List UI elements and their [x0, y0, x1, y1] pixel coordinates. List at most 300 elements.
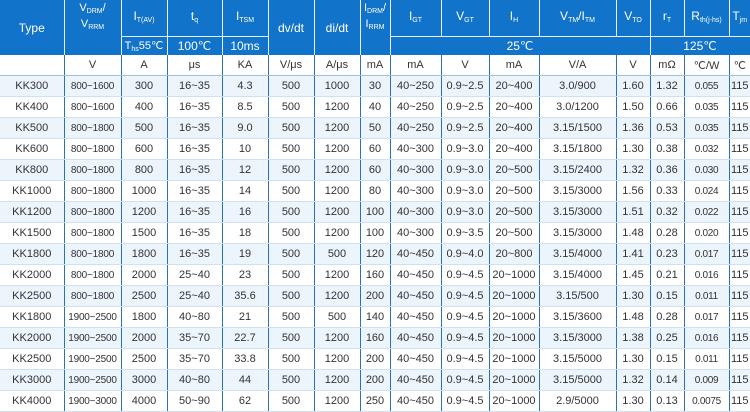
conditions-row — [0, 37, 750, 56]
table-cell: 1200 — [121, 202, 167, 223]
table-cell: 0.9~4.5 — [441, 307, 489, 328]
table-cell: 3.15/2400 — [539, 160, 616, 181]
table-cell: 1.48 — [616, 223, 650, 244]
table-row — [0, 370, 750, 391]
header-idrm-irrm: $I_{DRM}/$ $I_{RRM}$ — [360, 0, 390, 37]
table-cell: 3.15/5000 — [539, 349, 616, 370]
table-cell: 3.15/4000 — [539, 265, 616, 286]
table-cell: 115 — [729, 370, 750, 391]
table-cell: 0.9~4.5 — [441, 265, 489, 286]
table-cell: 1.41 — [616, 244, 650, 265]
table-cell: 3.15/500 — [539, 286, 616, 307]
cond-tq: 100℃ — [167, 37, 222, 56]
table-cell: 1.30 — [616, 139, 650, 160]
table-cell: 40~250 — [390, 97, 441, 118]
table-cell: 115 — [729, 181, 750, 202]
table-cell: 0.011 — [684, 286, 729, 307]
header-it — [121, 0, 167, 37]
table-cell: 0.66 — [650, 97, 684, 118]
table-cell: 20~1000 — [489, 307, 539, 328]
header-itsm — [222, 0, 268, 37]
table-cell: 115 — [729, 391, 750, 412]
table-cell: 800~1800 — [64, 286, 121, 307]
table-row — [0, 202, 750, 223]
table-cell: 0.25 — [650, 328, 684, 349]
header-type: Type — [0, 0, 64, 55]
table-cell: 14 — [222, 181, 268, 202]
table-cell: 1200 — [314, 370, 360, 391]
header-igt — [390, 0, 441, 37]
table-cell: 40~450 — [390, 328, 441, 349]
table-row — [0, 97, 750, 118]
table-cell: 0.032 — [684, 139, 729, 160]
table-cell: 1800 — [121, 307, 167, 328]
table-cell: 3.15/3600 — [539, 307, 616, 328]
cond-temp125: 125℃ — [650, 37, 750, 56]
table-cell: 0.9~3.0 — [441, 202, 489, 223]
table-cell: 4000 — [121, 391, 167, 412]
table-cell: 23 — [222, 265, 268, 286]
table-cell: 0.9~3.0 — [441, 160, 489, 181]
table-cell: KK2500 — [0, 349, 64, 370]
table-cell: 300 — [121, 76, 167, 97]
table-cell: 1200 — [314, 328, 360, 349]
table-cell: 500 — [268, 223, 314, 244]
table-cell: 115 — [729, 97, 750, 118]
unit-cell: KA — [222, 55, 268, 76]
table-cell: 20~1000 — [489, 328, 539, 349]
unit-cell: mA — [489, 55, 539, 76]
table-cell: 800~1800 — [64, 118, 121, 139]
unit-cell: ℃ — [729, 55, 750, 76]
ih-subscript: H — [513, 16, 519, 24]
table-cell: 40~450 — [390, 370, 441, 391]
table-cell: 1200 — [314, 391, 360, 412]
table-cell: 1500 — [121, 223, 167, 244]
table-cell: 0.21 — [650, 265, 684, 286]
table-cell: 0.9~4.5 — [441, 349, 489, 370]
table-cell: 50~90 — [167, 391, 222, 412]
table-cell: 0.38 — [650, 139, 684, 160]
table-cell: 120 — [360, 244, 390, 265]
ths-value: 55℃ — [138, 40, 164, 52]
tjm-symbol: T — [732, 8, 740, 23]
table-cell: 1800 — [121, 244, 167, 265]
vrrm-symbol: V — [80, 18, 89, 31]
unit-cell: V/A — [539, 55, 616, 76]
table-cell: 1900~2500 — [64, 307, 121, 328]
table-cell: 115 — [729, 160, 750, 181]
table-cell: 200 — [360, 286, 390, 307]
table-cell: 140 — [360, 307, 390, 328]
table-cell: 500 — [268, 328, 314, 349]
table-cell: KK400 — [0, 97, 64, 118]
table-cell: 0.9~3.5 — [441, 223, 489, 244]
table-cell: 115 — [729, 118, 750, 139]
table-cell: 1200 — [314, 286, 360, 307]
table-cell: 0.016 — [684, 328, 729, 349]
table-cell: 500 — [268, 265, 314, 286]
table-cell: 0.020 — [684, 223, 729, 244]
cond-idrm-blank — [360, 37, 390, 56]
table-cell: 600 — [121, 139, 167, 160]
ih-symbol: I — [509, 8, 514, 23]
table-cell: 3.15/3000 — [539, 328, 616, 349]
table-cell: 16~35 — [167, 76, 222, 97]
table-cell: KK4000 — [0, 391, 64, 412]
table-cell: KK1800 — [0, 307, 64, 328]
table-cell: 800 — [121, 160, 167, 181]
table-cell: 8.5 — [222, 97, 268, 118]
itsm-subscript: TSM — [239, 16, 255, 24]
table-cell: 60 — [360, 160, 390, 181]
table-cell: 1200 — [314, 118, 360, 139]
table-cell: 500 — [268, 118, 314, 139]
table-cell: 1200 — [314, 223, 360, 244]
table-cell: 62 — [222, 391, 268, 412]
table-cell: 1200 — [314, 181, 360, 202]
itm-symbol: /I — [578, 8, 585, 23]
table-row — [0, 244, 750, 265]
irrm-symbol: I — [365, 18, 369, 31]
table-cell: KK800 — [0, 160, 64, 181]
unit-cell: mA — [390, 55, 441, 76]
table-row — [0, 286, 750, 307]
header-vdrm-vrrm: $V_{DRM}/$ $V_{RRM}$ — [64, 0, 121, 37]
table-cell: 0.9~4.0 — [441, 244, 489, 265]
table-cell: 20~500 — [489, 160, 539, 181]
table-cell: 44 — [222, 370, 268, 391]
rth-symbol: R — [691, 8, 700, 23]
idrm-symbol: I — [363, 2, 368, 15]
table-cell: KK1500 — [0, 223, 64, 244]
table-cell: 40~80 — [167, 370, 222, 391]
table-cell: 800~1600 — [64, 97, 121, 118]
table-cell: 35.6 — [222, 286, 268, 307]
vto-symbol: V — [624, 8, 633, 23]
table-cell: 1200 — [314, 160, 360, 181]
table-cell: 0.53 — [650, 118, 684, 139]
table-cell: 0.9~4.5 — [441, 286, 489, 307]
table-cell: 500 — [268, 349, 314, 370]
it-symbol: I — [133, 8, 137, 23]
table-cell: 500 — [268, 307, 314, 328]
table-row — [0, 328, 750, 349]
table-cell: 500 — [268, 391, 314, 412]
table-cell: 115 — [729, 328, 750, 349]
table-cell: KK3000 — [0, 370, 64, 391]
table-cell: KK2500 — [0, 286, 64, 307]
table-cell: 0.009 — [684, 370, 729, 391]
cond-itsm: 10ms — [222, 37, 268, 56]
table-cell: 500 — [268, 76, 314, 97]
table-cell: 115 — [729, 244, 750, 265]
table-cell: 500 — [268, 97, 314, 118]
table-cell: 20~1000 — [489, 370, 539, 391]
table-cell: 0.0075 — [684, 391, 729, 412]
tq-symbol: t — [190, 8, 195, 23]
unit-cell: A/μs — [314, 55, 360, 76]
unit-cell: ℃/W — [684, 55, 729, 76]
table-cell: 500 — [268, 181, 314, 202]
table-cell: 0.9~2.5 — [441, 76, 489, 97]
table-cell: 1.32 — [616, 370, 650, 391]
table-cell: 20~500 — [489, 181, 539, 202]
unit-cell: mA — [360, 55, 390, 76]
table-cell: 25~40 — [167, 286, 222, 307]
table-cell: 115 — [729, 349, 750, 370]
table-cell: 1.51 — [616, 202, 650, 223]
table-cell: 40~250 — [390, 118, 441, 139]
table-row — [0, 160, 750, 181]
table-cell: 115 — [729, 307, 750, 328]
table-cell: 60 — [360, 139, 390, 160]
table-cell: 9.0 — [222, 118, 268, 139]
table-cell: 500 — [268, 244, 314, 265]
table-cell: 0.9~2.5 — [441, 118, 489, 139]
table-cell: 200 — [360, 349, 390, 370]
table-cell: 0.055 — [684, 76, 729, 97]
table-cell: 1.38 — [616, 328, 650, 349]
table-cell: 19 — [222, 244, 268, 265]
table-cell: 500 — [268, 139, 314, 160]
table-cell: 1.36 — [616, 118, 650, 139]
table-cell: 115 — [729, 265, 750, 286]
table-cell: 16~35 — [167, 118, 222, 139]
table-cell: 20~1000 — [489, 265, 539, 286]
table-cell: 40 — [360, 97, 390, 118]
table-row — [0, 391, 750, 412]
table-cell: 3000 — [121, 370, 167, 391]
table-cell: 20~500 — [489, 223, 539, 244]
table-cell: 0.011 — [684, 349, 729, 370]
table-cell: 0.36 — [650, 160, 684, 181]
header-rt — [650, 0, 684, 37]
table-cell: 16~35 — [167, 244, 222, 265]
header-vtm-itm — [539, 0, 616, 37]
table-cell: 40~300 — [390, 202, 441, 223]
irrm-subscript: RRM — [368, 24, 385, 32]
table-cell: 200 — [360, 370, 390, 391]
table-cell: 0.32 — [650, 202, 684, 223]
table-cell: 1200 — [314, 139, 360, 160]
table-cell: 20~400 — [489, 118, 539, 139]
table-cell: 0.024 — [684, 181, 729, 202]
itsm-symbol: I — [235, 8, 240, 23]
header-didt: di/dt — [314, 0, 360, 55]
table-cell: 1.32 — [616, 160, 650, 181]
table-cell: 500 — [268, 370, 314, 391]
it-subscript: T(AV) — [136, 16, 155, 24]
table-cell: 160 — [360, 265, 390, 286]
table-cell: 20~800 — [489, 244, 539, 265]
table-cell: 0.035 — [684, 97, 729, 118]
table-cell: 800~1800 — [64, 139, 121, 160]
igt-symbol: I — [408, 8, 413, 23]
vgt-subscript: GT — [464, 16, 474, 24]
table-row — [0, 265, 750, 286]
table-cell: KK600 — [0, 139, 64, 160]
table-cell: 0.23 — [650, 244, 684, 265]
table-cell: 16~35 — [167, 223, 222, 244]
table-cell: 3.15/3000 — [539, 202, 616, 223]
table-cell: 500 — [314, 244, 360, 265]
table-cell: 1900~2500 — [64, 370, 121, 391]
table-cell: 40~300 — [390, 160, 441, 181]
table-cell: 1.56 — [616, 181, 650, 202]
table-row — [0, 307, 750, 328]
table-cell: 0.28 — [650, 307, 684, 328]
table-cell: 800~1800 — [64, 160, 121, 181]
table-cell: 0.9~4.5 — [441, 391, 489, 412]
table-cell: 1.60 — [616, 76, 650, 97]
table-cell: 0.13 — [650, 391, 684, 412]
table-cell: 40~450 — [390, 265, 441, 286]
table-cell: 3.15/3000 — [539, 223, 616, 244]
table-cell: 20~1000 — [489, 286, 539, 307]
table-cell: KK1800 — [0, 244, 64, 265]
table-cell: 800~1600 — [64, 76, 121, 97]
table-cell: KK300 — [0, 76, 64, 97]
table-cell: 1.30 — [616, 391, 650, 412]
table-cell: 3.15/1500 — [539, 118, 616, 139]
table-cell: 0.15 — [650, 349, 684, 370]
table-cell: 1.32 — [650, 76, 684, 97]
tq-subscript: q — [194, 16, 199, 24]
table-cell: 3.15/5000 — [539, 370, 616, 391]
table-cell: 0.15 — [650, 286, 684, 307]
table-cell: 22.7 — [222, 328, 268, 349]
tjm-subscript: jm — [739, 16, 748, 24]
vrrm-subscript: RRM — [88, 24, 105, 32]
unit-cell: mΩ — [650, 55, 684, 76]
table-cell: 16~35 — [167, 181, 222, 202]
unit-cell: A — [121, 55, 167, 76]
table-cell: 0.035 — [684, 118, 729, 139]
table-cell: 20~400 — [489, 139, 539, 160]
table-cell: 400 — [121, 97, 167, 118]
table-cell: KK2000 — [0, 265, 64, 286]
table-cell: 500 — [268, 160, 314, 181]
table-cell: 16~35 — [167, 139, 222, 160]
cond-ths — [121, 37, 167, 56]
vdrm-symbol: V — [79, 2, 87, 15]
table-cell: 20~1000 — [489, 349, 539, 370]
table-cell: 1000 — [314, 76, 360, 97]
table-row — [0, 76, 750, 97]
table-cell: 40~450 — [390, 349, 441, 370]
table-cell: 40~300 — [390, 139, 441, 160]
table-cell: 0.9~3.0 — [441, 139, 489, 160]
table-cell: 0.017 — [684, 307, 729, 328]
unit-type-blank — [0, 55, 64, 76]
vtm-symbol: V — [560, 8, 569, 23]
unit-cell: μs — [167, 55, 222, 76]
unit-cell: V — [441, 55, 489, 76]
header-vgt — [441, 0, 489, 37]
header-row — [0, 0, 750, 37]
table-cell: 50 — [360, 118, 390, 139]
table-cell: 20~1000 — [489, 391, 539, 412]
table-cell: 0.9~3.0 — [441, 181, 489, 202]
table-cell: 40~300 — [390, 223, 441, 244]
table-cell: 0.030 — [684, 160, 729, 181]
table-body — [0, 55, 750, 412]
cond-vdrm-blank — [64, 37, 121, 56]
idrm-subscript: DRM — [367, 8, 383, 16]
table-cell: 500 — [268, 202, 314, 223]
table-cell: 1900~3000 — [64, 391, 121, 412]
table-cell: 3.15/1800 — [539, 139, 616, 160]
table-cell: 35~70 — [167, 349, 222, 370]
table-cell: KK1200 — [0, 202, 64, 223]
table-cell: 1.48 — [616, 307, 650, 328]
table-cell: 2.9/5000 — [539, 391, 616, 412]
table-cell: 21 — [222, 307, 268, 328]
table-cell: 10 — [222, 139, 268, 160]
table-cell: 115 — [729, 223, 750, 244]
table-cell: 20~500 — [489, 202, 539, 223]
table-cell: 4.3 — [222, 76, 268, 97]
table-cell: 500 — [121, 118, 167, 139]
table-cell: 1900~2500 — [64, 328, 121, 349]
table-cell: 3.15/3000 — [539, 181, 616, 202]
table-cell: 20~400 — [489, 97, 539, 118]
header-tq — [167, 0, 222, 37]
table-cell: 115 — [729, 76, 750, 97]
table-cell: 800~1800 — [64, 202, 121, 223]
rt-symbol: r — [662, 8, 667, 23]
rth-subscript: th(j-hs) — [699, 16, 722, 24]
rt-subscript: T — [666, 16, 672, 24]
unit-cell: V — [64, 55, 121, 76]
table-cell: 800~1800 — [64, 223, 121, 244]
table-cell: 500 — [314, 307, 360, 328]
table-cell: 0.14 — [650, 370, 684, 391]
table-cell: 0.016 — [684, 265, 729, 286]
table-cell: 160 — [360, 328, 390, 349]
table-cell: 16~35 — [167, 160, 222, 181]
table-cell: 20~400 — [489, 76, 539, 97]
table-cell: 800~1800 — [64, 181, 121, 202]
table-cell: 40~80 — [167, 307, 222, 328]
table-row — [0, 118, 750, 139]
table-cell: 800~1800 — [64, 265, 121, 286]
table-cell: 3.0/900 — [539, 76, 616, 97]
vdrm-subscript: DRM — [86, 8, 103, 16]
unit-cell: V/μs — [268, 55, 314, 76]
vgt-symbol: V — [456, 8, 465, 23]
table-cell: 1.30 — [616, 286, 650, 307]
table-cell: 40~450 — [390, 307, 441, 328]
table-row — [0, 349, 750, 370]
itm-subscript: TM — [584, 16, 595, 24]
header-rth — [684, 0, 729, 37]
table-cell: 1900~2500 — [64, 349, 121, 370]
table-cell: 2500 — [121, 286, 167, 307]
table-cell: 115 — [729, 202, 750, 223]
table-cell: 500 — [268, 286, 314, 307]
table-cell: 0.28 — [650, 223, 684, 244]
table-cell: 0.017 — [684, 244, 729, 265]
table-cell: 800~1800 — [64, 244, 121, 265]
table-cell: 100 — [360, 202, 390, 223]
table-cell: 33.8 — [222, 349, 268, 370]
vtm-subscript: TM — [568, 16, 579, 24]
table-cell: 2000 — [121, 328, 167, 349]
table-row — [0, 139, 750, 160]
table-cell: 115 — [729, 286, 750, 307]
